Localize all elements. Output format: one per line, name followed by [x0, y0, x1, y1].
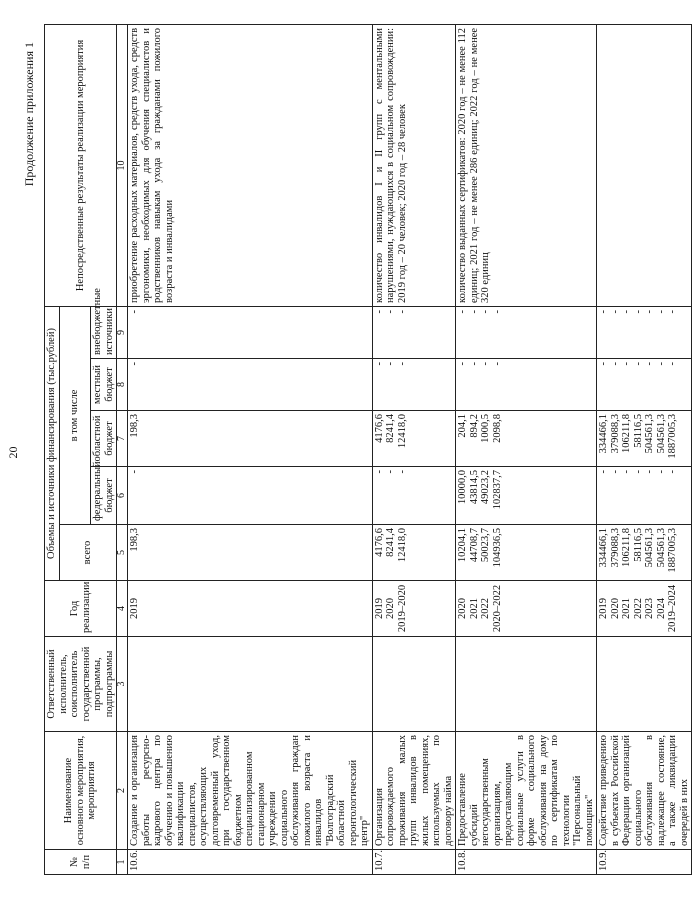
column-index: 2: [117, 732, 128, 850]
local-value: -: [457, 362, 468, 366]
local-cell: [128, 359, 373, 411]
header-results: Непосредственные результаты реализации мероприятия: [45, 24, 117, 306]
extra-value: -: [373, 309, 385, 314]
regional-cell: [456, 411, 597, 467]
column-index: 7: [117, 411, 128, 467]
header-executor: Ответственный исполнитель, соисполнитель государственной программы, подпрограммы: [45, 637, 117, 732]
year-value: 2020–2022: [491, 584, 503, 633]
extra-value: -: [667, 309, 678, 314]
regional-value: 379088,3: [609, 414, 621, 454]
local-value: -: [480, 362, 491, 366]
header-federal: федеральный бюджет: [91, 467, 117, 525]
executor-cell: [597, 637, 692, 732]
column-index-row: [117, 24, 128, 874]
federal-value: -: [667, 470, 678, 474]
federal-value: 102837,7: [491, 470, 503, 510]
local-value: -: [129, 362, 140, 366]
federal-value: 43814,5: [468, 470, 480, 505]
regional-value: 1887005,3: [667, 414, 678, 459]
regional-value: 1000,5: [480, 414, 491, 443]
federal-value: -: [385, 470, 396, 474]
row-number: 10.6.: [128, 850, 373, 875]
extra-value: -: [491, 309, 503, 314]
regional-value: 504561,3: [655, 414, 667, 454]
local-value: -: [632, 362, 644, 366]
executor-cell: [128, 637, 373, 732]
measure-name: Организация сопровождаемого проживания малых групп инвалидов в жилых помещениях, используемых по договору найма: [372, 732, 456, 850]
extra-value: -: [396, 309, 408, 314]
total-value: 334466,1: [598, 528, 609, 568]
regional-value: 8241,4: [385, 414, 396, 443]
regional-cell: [372, 411, 456, 467]
years-cell: [456, 581, 597, 637]
federal-cell: [372, 467, 456, 525]
year-value: 2020: [609, 598, 621, 619]
total-value: 104936,5: [491, 528, 503, 568]
regional-value: 58116,5: [632, 414, 644, 448]
regional-value: 106211,8: [621, 414, 632, 453]
page-number: 20: [6, 446, 20, 459]
total-value: 504561,3: [655, 528, 667, 568]
federal-value: -: [632, 470, 644, 474]
year-value: 2021: [468, 598, 480, 619]
column-index: 5: [117, 525, 128, 581]
federal-value: -: [644, 470, 655, 474]
years-cell: [597, 581, 692, 637]
column-index: 9: [117, 306, 128, 358]
table-row: [128, 24, 373, 874]
result-cell: приобретение расходных материалов, средств ухода, средств эргономики, необходимых для обучения специалистов и родственников навыкам ухода за гражданами пожилого возраста и инвалидами: [128, 24, 373, 306]
local-value: -: [609, 362, 621, 366]
row-number: 10.8.: [456, 850, 597, 875]
column-index: 6: [117, 467, 128, 525]
regional-value: 2098,8: [491, 414, 503, 443]
column-index: 1: [117, 850, 128, 875]
year-value: 2024: [655, 598, 667, 619]
total-cell: [128, 525, 373, 581]
year-value: 2020: [385, 598, 396, 619]
measure-name: Предоставление субсидий негосударственным организациям, предоставляющим социальные услуги в форме социального обслуживания на дому по сертификатам по технологии "Персональный помощник": [456, 732, 597, 850]
header-year: Год реализации: [45, 581, 117, 637]
extra-cell: [597, 306, 692, 358]
federal-value: -: [621, 470, 632, 474]
total-cell: [372, 525, 456, 581]
total-cell: [597, 525, 692, 581]
table-row: [597, 24, 692, 874]
header-funding: Объемы и источники финансирования (тыс.рублей): [45, 306, 60, 580]
regional-value: 894,2: [468, 414, 480, 438]
regional-value: 204,1: [457, 414, 468, 438]
total-value: 4176,6: [373, 528, 385, 557]
year-value: 2019: [598, 598, 609, 619]
federal-cell: [597, 467, 692, 525]
federal-cell: [128, 467, 373, 525]
total-value: 8241,4: [385, 528, 396, 557]
year-value: 2023: [644, 598, 655, 619]
federal-value: -: [655, 470, 667, 474]
total-value: 10204,1: [457, 528, 468, 563]
extra-cell: [128, 306, 373, 358]
regional-value: 334466,1: [598, 414, 609, 454]
local-cell: [456, 359, 597, 411]
extra-cell: [372, 306, 456, 358]
year-value: 2019–2024: [667, 584, 678, 633]
column-index: 8: [117, 359, 128, 411]
extra-value: -: [632, 309, 644, 314]
header-regional: областной бюджет: [91, 411, 117, 467]
year-value: 2022: [480, 598, 491, 619]
total-cell: [456, 525, 597, 581]
local-cell: [597, 359, 692, 411]
local-cell: [372, 359, 456, 411]
regional-value: 504561,3: [644, 414, 655, 454]
year-value: 2019–2020: [396, 584, 408, 633]
extra-value: -: [468, 309, 480, 314]
result-cell: количество инвалидов I и II групп с ментальными нарушениями, нуждающихся в социальном сопровождении: 2019 год – 20 человек; 2020 год – 28 человек: [372, 24, 456, 306]
result-cell: [597, 24, 692, 306]
local-value: -: [598, 362, 609, 366]
column-index: 10: [117, 24, 128, 306]
header-extra: внебюджетные источники: [91, 306, 117, 358]
header-total: всего: [59, 525, 117, 581]
column-index: 3: [117, 637, 128, 732]
years-cell: [128, 581, 373, 637]
local-value: -: [655, 362, 667, 366]
regional-cell: [597, 411, 692, 467]
total-value: 379088,3: [609, 528, 621, 568]
local-value: -: [468, 362, 480, 366]
executor-cell: [372, 637, 456, 732]
extra-value: -: [480, 309, 491, 314]
header-no: № п/п: [45, 850, 117, 875]
federal-cell: [456, 467, 597, 525]
extra-cell: [456, 306, 597, 358]
header-local: местный бюджет: [91, 359, 117, 411]
column-index: 4: [117, 581, 128, 637]
federal-value: -: [598, 470, 609, 474]
extra-value: -: [457, 309, 468, 314]
local-value: -: [373, 362, 385, 366]
federal-value: 10000,0: [457, 470, 468, 505]
local-value: -: [385, 362, 396, 366]
row-number: 10.7.: [372, 850, 456, 875]
header-name: Наименование основного мероприятия, мероприятия: [45, 732, 117, 850]
extra-value: -: [609, 309, 621, 314]
year-value: 2020: [457, 598, 468, 619]
extra-value: -: [644, 309, 655, 314]
year-value: 2021: [621, 598, 632, 619]
extra-value: -: [621, 309, 632, 314]
regional-value: 4176,6: [373, 414, 385, 443]
regional-value: 12418,0: [396, 414, 408, 449]
federal-value: -: [373, 470, 385, 474]
table-row: [372, 24, 456, 874]
continuation-note: Продолжение приложения 1: [22, 42, 36, 187]
years-cell: [372, 581, 456, 637]
local-value: -: [644, 362, 655, 366]
total-value: 1887005,3: [667, 528, 678, 573]
executor-cell: [456, 637, 597, 732]
total-value: 504561,3: [644, 528, 655, 568]
federal-value: -: [129, 470, 140, 474]
total-value: 44708,7: [468, 528, 480, 563]
total-value: 12418,0: [396, 528, 408, 563]
local-value: -: [396, 362, 408, 366]
total-value: 106211,8: [621, 528, 632, 567]
result-cell: количество выданных сертификатов: 2020 год – не менее 112 единиц; 2021 год – не менее 286 единиц; 2022 год – не менее 320 единиц: [456, 24, 597, 306]
federal-value: -: [396, 470, 408, 474]
local-value: -: [491, 362, 503, 366]
extra-value: -: [598, 309, 609, 314]
federal-value: 49023,2: [480, 470, 491, 505]
measure-name: Содействие приведению в субъектах Российской Федерации организаций социального обслуживания в надлежащее состояние, а также ликвидации очередей в них: [597, 732, 692, 850]
year-value: 2022: [632, 598, 644, 619]
extra-value: -: [385, 309, 396, 314]
year-value: 2019: [129, 598, 140, 619]
total-value: 58116,5: [632, 528, 644, 562]
header-incl: в том числе: [59, 306, 91, 524]
local-value: -: [621, 362, 632, 366]
extra-value: -: [129, 309, 140, 314]
regional-value: 198,3: [129, 414, 140, 438]
regional-cell: [128, 411, 373, 467]
funding-table: [44, 24, 692, 875]
row-number: 10.9.: [597, 850, 692, 875]
extra-value: -: [655, 309, 667, 314]
year-value: 2019: [373, 598, 385, 619]
total-value: 198,3: [129, 528, 140, 552]
table-row: [456, 24, 597, 874]
measure-name: Создание и организация работы ресурсно-кадрового центра по обучению и повышению квалификации специалистов, осуществляющих долговременный уход, при государственном бюджетном специализированном стационарном учреждении социального обслуживания граждан пожилого возраста и инвалидов "Волгоградский областной геронтологический центр": [128, 732, 373, 850]
federal-value: -: [609, 470, 621, 474]
local-value: -: [667, 362, 678, 366]
total-value: 50023,7: [480, 528, 491, 563]
